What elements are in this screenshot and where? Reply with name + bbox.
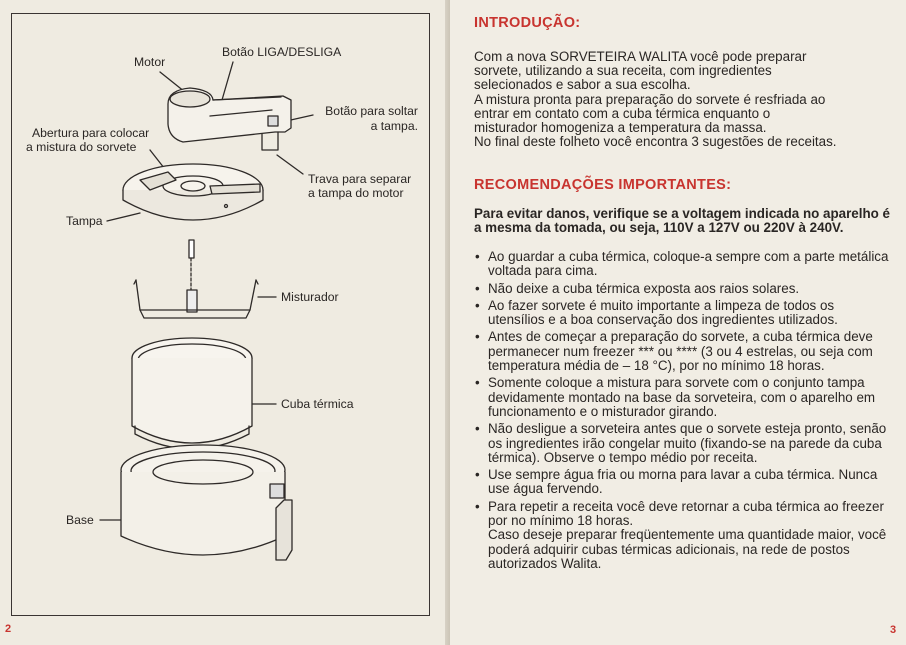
- list-item: • Use sempre água fria ou morna para lavar a cuba térmica. Nunca use água fervendo.: [474, 468, 890, 497]
- base-unit: [121, 445, 292, 560]
- recommendations-list: [474, 250, 890, 571]
- intro-line: Com a nova SORVETEIRA WALITA você pode preparar: [474, 49, 807, 64]
- intro-line: A mistura pronta para preparação do sorvete é resfriada ao: [474, 91, 826, 107]
- leader-botao-liga: [222, 62, 233, 100]
- recommendations-heading: RECOMENDAÇÕES IMPORTANTES:: [474, 177, 732, 193]
- page-number-right: 3: [890, 624, 897, 636]
- label-tampa: Tampa: [66, 214, 103, 228]
- closing-note: Caso deseje preparar freqüentemente uma quantidade maior, você poderá adquirir cubas térmicas adicionais, na rede de postos autorizados Walita.: [488, 527, 887, 571]
- label-trava-2: a tampa do motor: [308, 186, 404, 200]
- motor-unit: [168, 88, 291, 150]
- voltage-warning: Para evitar danos, verifique se a voltagem indicada no aparelho é a mesma da tomada, ou seja, 110V a 127V ou 220V à 240V.: [474, 206, 891, 236]
- mixer: [134, 240, 258, 318]
- label-motor: Motor: [134, 55, 166, 69]
- page-number-left: 2: [5, 623, 12, 635]
- intro-line: misturador homogeniza a temperatura da massa.: [474, 120, 767, 136]
- label-abertura-1: Abertura para colocar: [32, 126, 150, 140]
- thermal-bowl: [132, 338, 252, 449]
- intro-line: No final deste folheto você encontra 3 sugestões de receitas.: [474, 134, 837, 150]
- leader-tampa: [107, 213, 140, 221]
- label-botao-liga: Botão LIGA/DESLIGA: [222, 45, 342, 59]
- leader-trava: [277, 155, 303, 174]
- label-botao-soltar-2: a tampa.: [370, 119, 418, 133]
- label-botao-soltar-1: Botão para soltar: [325, 104, 418, 118]
- label-abertura-2: a mistura do sorvete: [26, 140, 137, 154]
- label-trava-1: Trava para separar: [308, 172, 412, 186]
- intro-line: selecionados e sabor a sua escolha.: [474, 77, 691, 93]
- list-item: • Ao fazer sorvete é muito importante a limpeza de todos os utensílios e a boa conservação dos ingredientes utilizados.: [474, 299, 890, 328]
- label-base: Base: [66, 513, 94, 527]
- list-item: • Para repetir a receita você deve retornar a cuba térmica ao freezer por no mínimo 18 horas.: [474, 500, 890, 529]
- intro-heading: INTRODUÇÃO:: [474, 15, 581, 31]
- list-item: • Somente coloque a mistura para sorvete com o conjunto tampa devidamente montado na base da sorveteira, com o aparelho em funcionamento e o misturador girando.: [474, 376, 890, 419]
- list-item: • Não desligue a sorveteira antes que o sorvete esteja pronto, senão os ingredientes irão congelar muito (fixando-se na parede da cuba térmica). Observe o tempo médio por receita.: [474, 422, 890, 465]
- label-cuba: Cuba térmica: [281, 397, 354, 411]
- intro-line: sorvete, utilizando a sua receita, com ingredientes: [474, 63, 772, 79]
- left-page: [0, 0, 450, 645]
- intro-text: [474, 50, 894, 149]
- list-item: • Ao guardar a cuba térmica, coloque-a sempre com a parte metálica voltada para cima.: [474, 250, 890, 279]
- intro-line: entrar em contato com a cuba térmica enquanto o: [474, 105, 771, 121]
- list-item: • Não deixe a cuba térmica exposta aos raios solares.: [474, 282, 890, 296]
- ice-cream-maker-diagram: [0, 0, 450, 645]
- list-item: • Antes de começar a preparação do sorvete, a cuba térmica deve permanecer num freezer *** ou **** (3 ou 4 estrelas, ou seja com temperatura média de – 18 °C), por no mínimo 18 horas.: [474, 330, 890, 373]
- label-misturador: Misturador: [281, 290, 339, 304]
- lid: [123, 164, 263, 220]
